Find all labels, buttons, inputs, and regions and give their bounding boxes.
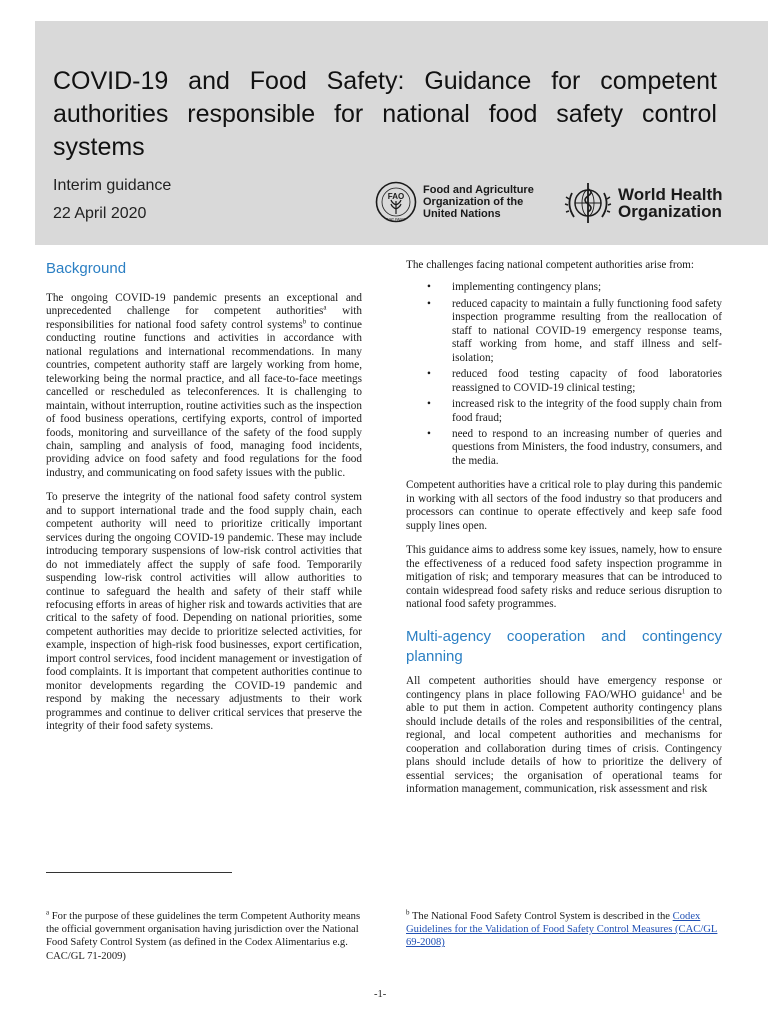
document-header — [35, 21, 768, 245]
document-subtitle: Interim guidance — [53, 177, 172, 194]
multi-agency-paragraph: All competent authorities should have emergency response or contingency plans in place following FAO/WHO guidance$^1$ and be able to put them in action. Competent authority contingency plans should include details of the roles and responsibilities of the central, regional, and local competent authorities and mechanisms for cooperation and collaboration during times of crisis. Contingency plans should include details of how to prioritize the delivery of essential services; the organisation of operational teams for information management, communication, risk assessment and risk — [406, 675, 722, 796]
multi-agency-heading: Multi-agency cooperation and contingency planning — [406, 628, 722, 666]
who-emblem-icon — [562, 179, 614, 227]
role-paragraph: Competent authorities have a critical role to play during this pandemic in working with all sectors of the food industry so that producers and processors can continue to operate effectively and keep safe food supply lines open. — [406, 479, 722, 532]
document-title: COVID-19 and Food Safety: Guidance for competent authorities responsible for national food safety control systems — [53, 67, 717, 161]
right-column — [406, 259, 722, 808]
fao-logo — [375, 181, 534, 223]
codex-guidelines-link[interactable]: Codex Guidelines for the Validation of Food Safety Control Measures (CAC/GL 69-2008) — [406, 911, 718, 949]
list-item: • reduced food testing capacity of food laboratories reassigned to COVID-19 clinical testing; — [406, 368, 722, 395]
page-number: -1- — [374, 989, 387, 1000]
challenges-list — [406, 281, 722, 468]
document-date: 22 April 2020 — [53, 205, 147, 222]
who-logo — [562, 179, 723, 227]
left-column — [46, 292, 362, 745]
fao-name: Food and Agriculture Organization of the United Nations — [423, 184, 534, 220]
list-item: • reduced capacity to maintain a fully functioning food safety inspection programme resulting from the reallocation of staff to national COVID-19 emergency response teams, staff working from home, and staff illness and self-isolation; — [406, 298, 722, 365]
list-item: • implementing contingency plans; — [406, 281, 722, 294]
svg-text:FAO: FAO — [387, 192, 405, 201]
footnote-divider — [46, 872, 232, 873]
background-paragraph-1: The ongoing COVID-19 pandemic presents an exceptional and unprecedented challenge for competent authorities$^a$ with responsibilities for national food safety control systems$^b$ to continue conducting routine functions and activities in accordance with national regulations and international recommendations. In many countries, competent authority staff are largely working from home, teleworking being the normal practice, and all face-to-face meetings cancelled or rescheduled as teleconferences. It is challenging to maintain, without interruption, routine activities such as the inspection of food business operations, certifying exports, control of imported foods, monitoring and surveillance of the safety of the food supply chain, sampling and analysis of food, managing food incidents, providing advice on food safety and food regulations for the food industry, and communicating on food safety issues with the public. — [46, 292, 362, 479]
list-item: • increased risk to the integrity of the food supply chain from food fraud; — [406, 398, 722, 425]
fao-emblem-icon — [375, 181, 417, 223]
background-paragraph-2: To preserve the integrity of the national food safety control system and to support international trade and the food supply chain, each competent authority will need to prioritize critically important services during the ongoing COVID-19 pandemic. These may include introducing temporary suspensions of low-risk control activities that do not immediately affect the supply of safe food. Temporarily suspending low-risk control activities will allow authorities to continue to safeguard the health and safety of their staff while refocusing efforts in areas of higher risk and towards activities that are critical to the safety of food. Depending on national priorities, some competent authorities may decide to prioritize selected activities, for example, inspection of high-risk food businesses, export certification, import control services, food incident management or investigation of food complaints. It is important that competent authorities continue to monitor developments regarding the COVID-19 pandemic and respond by making the necessary adjustments to their work programmes and continue to deliver critical services that preserve the integrity of their food safety systems. — [46, 491, 362, 733]
list-item: • need to respond to an increasing number of queries and questions from Ministers, the food industry, consumers, and the media. — [406, 428, 722, 468]
footnote-b: $^b$ The National Food Safety Control System is described in the Codex Guidelines for the Validation of Food Safety Control Measures (CAC/GL 69-2008) — [406, 908, 718, 949]
footnote-a: $^a$ For the purpose of these guidelines the term Competent Authority means the official government organisation having jurisdiction over the National Food Safety Control System (as defined in the Codex Alimentarius e.g. CAC/GL 71-2009) — [46, 908, 361, 962]
background-heading: Background — [46, 260, 127, 277]
who-name: World Health Organization — [618, 185, 723, 221]
fao-emblem-text: FIAT PANIS — [386, 217, 406, 222]
aims-paragraph: This guidance aims to address some key issues, namely, how to ensure the effectiveness of a reduced food safety inspection programme in mitigation of risk; and temporary measures that can be introduced to contain widespread food safety risks and reduce serious disruption to national food safety programmes. — [406, 544, 722, 610]
challenges-intro: The challenges facing national competent authorities arise from: — [406, 259, 694, 271]
